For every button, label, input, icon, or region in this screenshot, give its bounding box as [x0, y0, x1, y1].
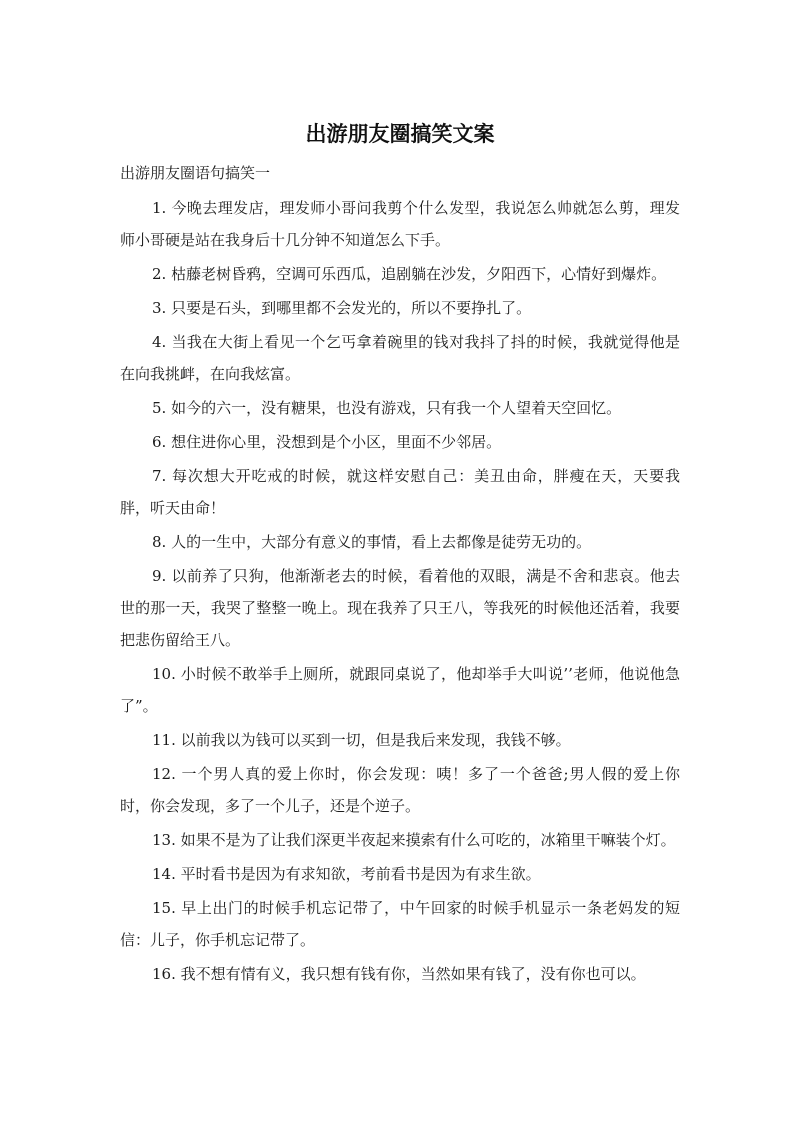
section-subtitle: 出游朋友圈语句搞笑一 — [120, 164, 271, 182]
list-item: 4. 当我在大街上看见一个乞丐拿着碗里的钱对我抖了抖的时候，我就觉得他是在向我挑衅，在向我炫富。 — [120, 333, 680, 383]
document-title: 出游朋友圈搞笑文案 — [305, 122, 495, 146]
list-item: 12. 一个男人真的爱上你时，你会发现：咦！多了一个爸爸;男人假的爱上你时，你会发现，多了一个儿子，还是个逆子。 — [120, 765, 680, 815]
list-item: 10. 小时候不敢举手上厕所，就跟同桌说了，他却举手大叫说’’老师，他说他急了”。 — [120, 665, 680, 715]
list-item: 3. 只要是石头，到哪里都不会发光的，所以不要挣扎了。 — [152, 299, 532, 317]
list-item: 6. 想住进你心里，没想到是个小区，里面不少邻居。 — [152, 433, 502, 451]
list-item: 2. 枯藤老树昏鸦，空调可乐西瓜，追剧躺在沙发，夕阳西下，心情好到爆炸。 — [152, 265, 667, 283]
list-item: 7. 每次想大开吃戒的时候，就这样安慰自己：美丑由命，胖瘦在天，天要我胖，听天由命！ — [120, 467, 680, 517]
list-item: 8. 人的一生中，大部分有意义的事情，看上去都像是徒劳无功的。 — [152, 533, 592, 551]
list-item: 9. 以前养了只狗，他渐渐老去的时候，看着他的双眼，满是不舍和悲哀。他去世的那一天，我哭了整整一晚上。现在我养了只王八，等我死的时候他还活着，我要把悲伤留给王八。 — [120, 567, 680, 649]
list-item: 11. 以前我以为钱可以买到一切，但是我后来发现，我钱不够。 — [152, 731, 571, 749]
list-item: 5. 如今的六一，没有糖果，也没有游戏，只有我一个人望着天空回忆。 — [152, 399, 622, 417]
list-item: 16. 我不想有情有义，我只想有钱有你，当然如果有钱了，没有你也可以。 — [152, 965, 646, 983]
joke-list — [120, 192, 680, 992]
list-item: 14. 平时看书是因为有求知欲，考前看书是因为有求生欲。 — [152, 865, 541, 883]
list-item: 13. 如果不是为了让我们深更半夜起来摸索有什么可吃的，冰箱里干嘛装个灯。 — [152, 831, 676, 849]
list-item: 15. 早上出门的时候手机忘记带了，中午回家的时候手机显示一条老妈发的短信：儿子，你手机忘记带了。 — [120, 899, 680, 949]
list-item: 1. 今晚去理发店，理发师小哥问我剪个什么发型，我说怎么帅就怎么剪，理发师小哥硬是站在我身后十几分钟不知道怎么下手。 — [120, 199, 680, 249]
